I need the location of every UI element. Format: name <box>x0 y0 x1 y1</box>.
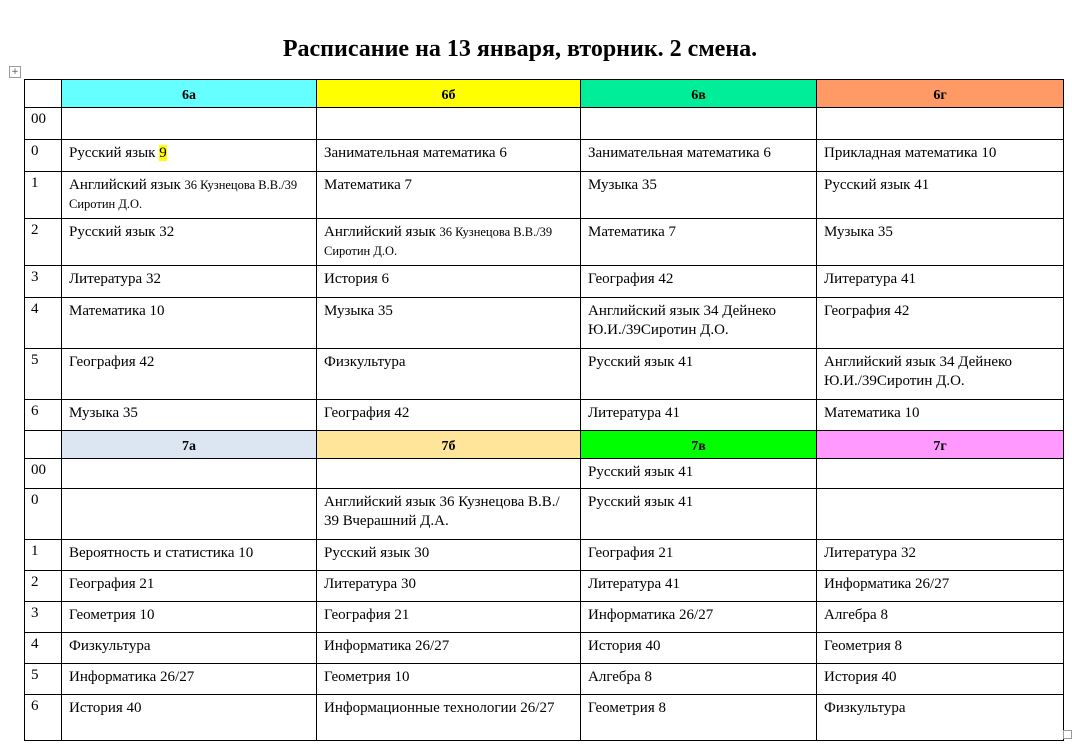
lesson-number: 2 <box>25 219 62 266</box>
lesson-cell: Литература 32 <box>817 540 1064 571</box>
lesson-cell: Математика 10 <box>62 298 317 349</box>
table-row <box>25 400 1064 431</box>
class-header-7v: 7в <box>581 431 817 459</box>
table-row <box>25 459 1064 489</box>
teacher-note: 36 Кузнецова В.В./39 Сиротин Д.О. <box>69 178 298 211</box>
lesson-cell: Английский язык 36 Кузнецова В.В./ 39 Вчерашний Д.А. <box>317 489 581 540</box>
lesson-cell: География 21 <box>581 540 817 571</box>
lesson-text: Английский язык <box>324 224 440 240</box>
lesson-cell: Прикладная математика 10 <box>817 140 1064 172</box>
lesson-cell: Русский язык 32 <box>62 219 317 266</box>
table-row <box>25 602 1064 633</box>
lesson-cell: Информатика 26/27 <box>817 571 1064 602</box>
class-header-6g: 6г <box>817 80 1064 108</box>
lesson-cell: Русский язык 41 <box>581 349 817 400</box>
lesson-number: 0 <box>25 489 62 540</box>
class-header-6b: 6б <box>317 80 581 108</box>
highlighted-room: 9 <box>159 145 167 161</box>
lesson-cell: География 42 <box>317 400 581 431</box>
table-row <box>25 298 1064 349</box>
lesson-number: 4 <box>25 633 62 664</box>
schedule-table <box>24 79 1064 741</box>
lesson-number: 3 <box>25 266 62 298</box>
table-row <box>25 664 1064 695</box>
lesson-cell: Литература 32 <box>62 266 317 298</box>
lesson-cell: Английский язык 34 Дейнеко Ю.И./39Сиротин Д.О. <box>817 349 1064 400</box>
lesson-cell <box>317 219 581 266</box>
lesson-cell: Музыка 35 <box>62 400 317 431</box>
lesson-number: 5 <box>25 349 62 400</box>
header-empty-cell <box>25 80 62 108</box>
lesson-cell: Математика 10 <box>817 400 1064 431</box>
table-row <box>25 695 1064 741</box>
lesson-cell: Информатика 26/27 <box>62 664 317 695</box>
table-row <box>25 633 1064 664</box>
lesson-cell: История 40 <box>62 695 317 741</box>
lesson-number: 1 <box>25 540 62 571</box>
lesson-cell: География 42 <box>817 298 1064 349</box>
lesson-cell: Литература 41 <box>581 400 817 431</box>
lesson-cell: Вероятность и статистика 10 <box>62 540 317 571</box>
lesson-cell: Геометрия 8 <box>817 633 1064 664</box>
lesson-number: 1 <box>25 172 62 219</box>
table-resize-handle[interactable] <box>1063 730 1072 739</box>
table-row <box>25 108 1064 140</box>
lesson-cell: Литература 41 <box>817 266 1064 298</box>
lesson-cell: Физкультура <box>317 349 581 400</box>
class-header-7a: 7а <box>62 431 317 459</box>
lesson-cell <box>817 459 1064 489</box>
lesson-cell: Информационные технологии 26/27 <box>317 695 581 741</box>
lesson-number: 00 <box>25 459 62 489</box>
lesson-number: 6 <box>25 400 62 431</box>
lesson-cell <box>62 108 317 140</box>
lesson-number: 3 <box>25 602 62 633</box>
lesson-cell: Геометрия 8 <box>581 695 817 741</box>
lesson-number: 5 <box>25 664 62 695</box>
lesson-cell: Русский язык 41 <box>581 459 817 489</box>
lesson-cell: Физкультура <box>817 695 1064 741</box>
lesson-cell <box>62 459 317 489</box>
lesson-cell: Музыка 35 <box>317 298 581 349</box>
lesson-cell: Литература 41 <box>581 571 817 602</box>
lesson-number: 6 <box>25 695 62 741</box>
lesson-cell: Русский язык 41 <box>817 172 1064 219</box>
lesson-cell: История 40 <box>581 633 817 664</box>
table-row <box>25 489 1064 540</box>
lesson-cell: География 21 <box>317 602 581 633</box>
lesson-cell <box>62 172 317 219</box>
lesson-cell: Музыка 35 <box>581 172 817 219</box>
class-header-6a: 6а <box>62 80 317 108</box>
table-row <box>25 140 1064 172</box>
table-row <box>25 571 1064 602</box>
header-row-7 <box>25 431 1064 459</box>
lesson-cell: История 6 <box>317 266 581 298</box>
page-title: Расписание на 13 января, вторник. 2 смена. <box>282 36 758 62</box>
lesson-cell: Геометрия 10 <box>62 602 317 633</box>
lesson-cell: Занимательная математика 6 <box>581 140 817 172</box>
lesson-cell <box>62 489 317 540</box>
table-row <box>25 172 1064 219</box>
lesson-cell: Литература 30 <box>317 571 581 602</box>
lesson-cell <box>317 459 581 489</box>
lesson-cell <box>581 108 817 140</box>
lesson-cell <box>317 108 581 140</box>
table-row <box>25 540 1064 571</box>
lesson-cell: Физкультура <box>62 633 317 664</box>
lesson-cell: Геометрия 10 <box>317 664 581 695</box>
class-header-7b: 7б <box>317 431 581 459</box>
lesson-cell: Занимательная математика 6 <box>317 140 581 172</box>
lesson-number: 0 <box>25 140 62 172</box>
lesson-cell <box>817 108 1064 140</box>
table-move-handle-icon[interactable]: + <box>9 66 21 78</box>
lesson-cell <box>62 140 317 172</box>
lesson-cell: Информатика 26/27 <box>581 602 817 633</box>
header-empty-cell <box>25 431 62 459</box>
class-header-7g: 7г <box>817 431 1064 459</box>
class-header-6v: 6в <box>581 80 817 108</box>
lesson-cell <box>817 489 1064 540</box>
lesson-cell: Математика 7 <box>581 219 817 266</box>
lesson-cell: Музыка 35 <box>817 219 1064 266</box>
lesson-cell: Английский язык 34 Дейнеко Ю.И./39Сиротин Д.О. <box>581 298 817 349</box>
header-row-6 <box>25 80 1064 108</box>
lesson-text: Русский язык <box>69 145 160 161</box>
lesson-cell: География 21 <box>62 571 317 602</box>
table-row <box>25 219 1064 266</box>
lesson-cell: Русский язык 41 <box>581 489 817 540</box>
lesson-number: 4 <box>25 298 62 349</box>
teacher-note: 36 Кузнецова В.В./39 Сиротин Д.О. <box>324 225 553 258</box>
lesson-cell: История 40 <box>817 664 1064 695</box>
table-row <box>25 266 1064 298</box>
lesson-number: 2 <box>25 571 62 602</box>
lesson-cell: Алгебра 8 <box>817 602 1064 633</box>
lesson-cell: Информатика 26/27 <box>317 633 581 664</box>
lesson-cell: География 42 <box>62 349 317 400</box>
lesson-cell: Алгебра 8 <box>581 664 817 695</box>
table-row <box>25 349 1064 400</box>
lesson-text: Английский язык <box>69 177 185 193</box>
lesson-cell: Русский язык 30 <box>317 540 581 571</box>
lesson-cell: Математика 7 <box>317 172 581 219</box>
lesson-number: 00 <box>25 108 62 140</box>
lesson-cell: География 42 <box>581 266 817 298</box>
